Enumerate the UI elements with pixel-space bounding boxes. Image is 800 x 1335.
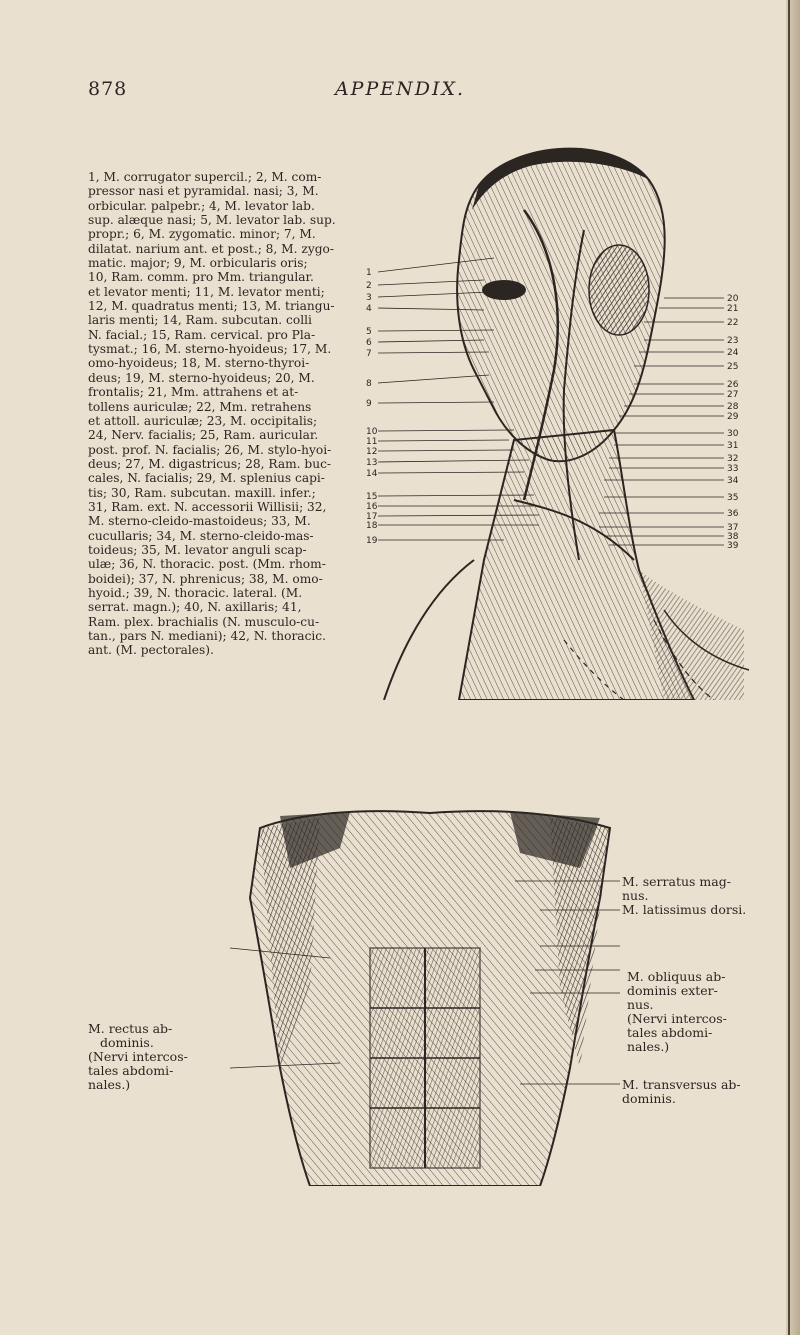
legend-line: 10, Ram. comm. pro Mm. triangular.	[88, 270, 314, 285]
legend-line: tysmat.; 16, M. sterno-hyoideus; 17, M.	[88, 342, 332, 357]
fig1-label-number: 33	[727, 464, 739, 474]
label-latissimus: M. latissimus dorsi.	[622, 902, 747, 917]
rectus-line: (Nervi intercos-	[88, 1049, 188, 1064]
legend-line: 1, M. corrugator supercil.; 2, M. com-	[88, 170, 322, 184]
legend-line: matic. major; 9, M. orbicularis oris;	[88, 256, 308, 271]
legend-line: N. facial.; 15, Ram. cervical. pro Pla-	[88, 327, 316, 342]
page-edge-line	[788, 0, 790, 1335]
fig1-label-number: 12	[366, 447, 378, 457]
fig1-label-number: 36	[727, 509, 739, 519]
label-obliquus	[627, 970, 772, 1054]
fig1-label-number: 23	[727, 336, 739, 346]
fig1-label-number: 27	[727, 390, 739, 400]
legend-line: deus; 19, M. sterno-hyoideus; 20, M.	[88, 370, 315, 385]
fig1-label-number: 20	[727, 294, 739, 304]
fig1-label-number: 22	[727, 318, 739, 328]
legend-line: M. sterno-cleido-mastoideus; 33, M.	[88, 514, 311, 529]
legend-line: deus; 27, M. digastricus; 28, Ram. buc-	[88, 456, 332, 471]
page-number: 878	[88, 78, 128, 100]
legend-line: tollens auriculæ; 22, Mm. retrahens	[88, 399, 312, 414]
obliquus-line: (Nervi intercos-	[627, 1011, 727, 1026]
legend-line: cales, N. facialis; 29, M. splenius capi-	[88, 471, 325, 486]
legend-line: pressor nasi et pyramidal. nasi; 3, M.	[88, 184, 319, 199]
legend-line: Ram. plex. brachialis (N. musculo-cu-	[88, 614, 320, 629]
fig1-label-number: 6	[366, 338, 372, 348]
fig1-label-number: 29	[727, 412, 739, 422]
fig1-label-number: 25	[727, 362, 739, 372]
fig1-label-number: 13	[366, 458, 378, 468]
legend-line: boidei); 37, N. phrenicus; 38, M. omo-	[88, 571, 323, 586]
fig1-label-number: 4	[366, 304, 372, 314]
rectus-line: dominis.	[100, 1035, 154, 1050]
legend-line: ant. (M. pectorales).	[88, 643, 214, 658]
fig1-label-number: 8	[366, 379, 372, 389]
legend-line: tis; 30, Ram. subcutan. maxill. infer.;	[88, 485, 316, 500]
legend-line: hyoid.; 39, N. thoracic. lateral. (M.	[88, 585, 303, 600]
label-rectus-abdominis	[88, 1022, 228, 1092]
obliquus-line: nales.)	[627, 1039, 670, 1054]
label-transversus	[622, 1078, 782, 1106]
fig1-label-number: 15	[366, 492, 378, 502]
legend-line: cucullaris; 34, M. sterno-cleido-mas-	[88, 528, 314, 543]
legend-line: tan., pars N. mediani); 42, N. thoracic.	[88, 629, 326, 643]
legend-line: et attoll. auriculæ; 23, M. occipitalis;	[88, 413, 318, 428]
legend-line: 12, M. quadratus menti; 13, M. triangu-	[88, 299, 335, 314]
transversus-line: M. transversus ab-	[622, 1077, 741, 1092]
legend-line: omo-hyoideus; 18, M. sterno-thyroi-	[88, 356, 310, 371]
fig1-label-number: 34	[727, 476, 739, 486]
legend-line: et levator menti; 11, M. levator menti;	[88, 284, 325, 299]
fig1-label-number: 31	[727, 441, 739, 451]
fig1-label-number: 26	[727, 380, 739, 390]
fig1-label-number: 30	[727, 429, 739, 439]
figure-legend	[88, 170, 364, 658]
rectus-line: nales.)	[88, 1077, 131, 1092]
serratus-line: M. serratus mag-	[622, 874, 731, 889]
fig1-label-number: 1	[366, 268, 372, 278]
fig1-label-number: 9	[366, 399, 372, 409]
fig1-label-number: 28	[727, 402, 739, 412]
fig1-label-number: 18	[366, 521, 378, 531]
legend-line: toideus; 35, M. levator anguli scap-	[88, 542, 307, 557]
legend-line: 31, Ram. ext. N. accessorii Willisii; 32,	[88, 499, 327, 514]
fig1-label-number: 14	[366, 469, 378, 479]
fig1-label-number: 17	[366, 512, 378, 522]
rectus-line: tales abdomi-	[88, 1063, 174, 1078]
fig1-label-number: 38	[727, 532, 739, 542]
fig1-label-number: 39	[727, 541, 739, 551]
fig1-label-number: 24	[727, 348, 739, 358]
obliquus-line: nus.	[627, 997, 654, 1012]
fig1-label-number: 32	[727, 454, 739, 464]
fig1-label-number: 3	[366, 293, 372, 303]
torso-illustration	[220, 808, 640, 1186]
rectus-line: M. rectus ab-	[88, 1021, 173, 1036]
legend-line: orbicular. palpebr.; 4, M. levator lab.	[88, 198, 315, 213]
transversus-line: dominis.	[622, 1091, 676, 1106]
fig1-label-number: 37	[727, 523, 739, 533]
fig1-label-number: 7	[366, 349, 372, 359]
legend-line: dilatat. narium ant. et post.; 8, M. zygo-	[88, 241, 334, 256]
fig1-label-number: 35	[727, 493, 739, 503]
legend-line: sup. alæque nasi; 5, M. levator lab. sup.	[88, 213, 336, 228]
serratus-line: nus.	[622, 888, 649, 903]
legend-line: post. prof. N. facialis; 26, M. stylo-hyoi-	[88, 442, 332, 457]
fig1-label-number: 16	[366, 502, 378, 512]
fig1-label-number: 19	[366, 536, 378, 546]
fig1-label-number: 21	[727, 304, 739, 314]
running-title: APPENDIX.	[334, 78, 466, 100]
legend-line: serrat. magn.); 40, N. axillaris; 41,	[88, 600, 302, 615]
legend-line: propr.; 6, M. zygomatic. minor; 7, M.	[88, 227, 316, 242]
legend-line: 24, Nerv. facialis; 25, Ram. auricular.	[88, 428, 319, 443]
fig1-label-number: 2	[366, 281, 372, 291]
legend-line: laris menti; 14, Ram. subcutan. colli	[88, 313, 312, 328]
fig1-label-number: 10	[366, 427, 378, 437]
fig1-label-number: 5	[366, 327, 372, 337]
fig1-label-number: 11	[366, 437, 378, 447]
legend-line: frontalis; 21, Mm. attrahens et at-	[88, 385, 299, 400]
obliquus-line: dominis exter-	[627, 983, 718, 998]
legend-line: ulæ; 36, N. thoracic. post. (Mm. rhom-	[88, 557, 326, 572]
obliquus-line: M. obliquus ab-	[627, 969, 726, 984]
obliquus-line: tales abdomi-	[627, 1025, 713, 1040]
label-serratus	[622, 875, 772, 903]
head-neck-illustration	[364, 140, 754, 700]
